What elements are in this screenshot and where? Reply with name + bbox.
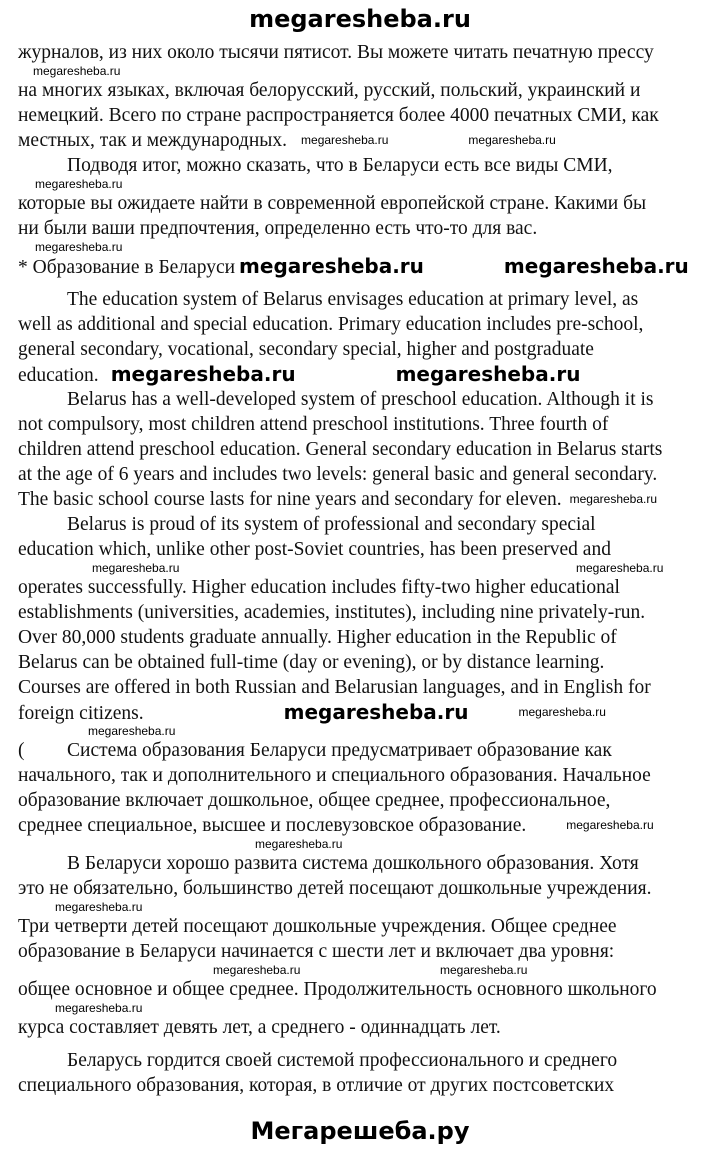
watermark: megaresheba.ru bbox=[33, 64, 121, 78]
watermark-large: megaresheba.ru bbox=[503, 254, 689, 278]
text-line bbox=[18, 738, 718, 763]
text-line bbox=[18, 625, 718, 650]
text-line-content: Система образования Беларуси предусматривает образование как bbox=[67, 740, 612, 761]
text-line-content: education which, unlike other post-Soviet countries, has been preserved and bbox=[18, 539, 611, 560]
text-line-content: ни были ваши предпочтения, определенно есть что-то для вас. bbox=[18, 218, 538, 239]
text-line bbox=[18, 575, 718, 600]
text-line-content: Over 80,000 students graduate annually. Higher education in the Republic of bbox=[18, 627, 617, 648]
watermark-row bbox=[18, 838, 718, 851]
text-line bbox=[18, 337, 718, 362]
text-line bbox=[18, 1015, 718, 1040]
text-line bbox=[18, 103, 718, 128]
text-line-content: В Беларуси хорошо развита система дошкольного образования. Хотя bbox=[67, 853, 639, 874]
text-line-content: специального образования, которая, в отличие от других постсоветских bbox=[18, 1075, 615, 1096]
text-line-content: Belarus is proud of its system of professional and secondary special bbox=[67, 514, 596, 535]
text-line-content: education. bbox=[18, 365, 99, 386]
text-line bbox=[18, 914, 718, 939]
text-line-content: образование в Беларуси начинается с шести лет и включает два уровня: bbox=[18, 941, 615, 962]
site-header: megaresheba.ru bbox=[249, 5, 471, 33]
watermark: megaresheba.ru bbox=[88, 724, 176, 738]
text-line-content: operates successfully. Higher education includes fifty-two higher educational bbox=[18, 577, 620, 598]
watermark-large: megaresheba.ru bbox=[283, 700, 469, 724]
watermark-row bbox=[18, 241, 718, 254]
text-line bbox=[18, 512, 718, 537]
text-line-content: establishments (universities, academies, institutes), including nine privately-run. bbox=[18, 602, 646, 623]
text-line-content: Belarus can be obtained full-time (day or evening), or by distance learning. bbox=[18, 652, 605, 673]
watermark-large: megaresheba.ru bbox=[395, 362, 581, 386]
text-line-content: well as additional and special education. Primary education includes pre-school, bbox=[18, 314, 644, 335]
watermark: megaresheba.ru bbox=[468, 133, 556, 147]
watermark-large: megaresheba.ru bbox=[110, 362, 296, 386]
text-line-content: общее основное и общее среднее. Продолжительность основного школьного bbox=[18, 979, 657, 1000]
text-line bbox=[18, 487, 718, 512]
text-line-content: The education system of Belarus envisages education at primary level, as bbox=[67, 289, 639, 310]
text-line bbox=[18, 851, 718, 876]
text-line bbox=[18, 312, 718, 337]
text-line bbox=[18, 813, 718, 838]
text-line bbox=[18, 78, 718, 103]
text-line bbox=[18, 876, 718, 901]
watermark-row bbox=[18, 562, 718, 575]
watermark: megaresheba.ru bbox=[55, 1001, 143, 1015]
text-line-content: начального, так и дополнительного и специального образования. Начальное bbox=[18, 765, 651, 786]
text-line bbox=[18, 362, 718, 387]
text-line bbox=[18, 788, 718, 813]
watermark: megaresheba.ru bbox=[92, 561, 180, 575]
text-line-content: которые вы ожидаете найти в современной европейской стране. Какими бы bbox=[18, 193, 647, 214]
text-line-content: Беларусь гордится своей системой профессионального и среднего bbox=[67, 1050, 618, 1071]
text-line-content: children attend preschool education. General secondary education in Belarus starts bbox=[18, 439, 663, 460]
text-line bbox=[18, 977, 718, 1002]
text-line bbox=[18, 287, 718, 312]
text-line bbox=[18, 600, 718, 625]
text-line-content: at the age of 6 years and includes two levels: general basic and general secondary. bbox=[18, 464, 658, 485]
section-heading-text: * Образование в Беларуси bbox=[18, 257, 236, 278]
watermark-large: megaresheba.ru bbox=[239, 254, 424, 278]
watermark: megaresheba.ru bbox=[35, 240, 123, 254]
text-line bbox=[18, 387, 718, 412]
text-line bbox=[18, 437, 718, 462]
watermark: megaresheba.ru bbox=[213, 963, 301, 977]
text-line-content: Courses are offered in both Russian and Belarusian languages, and in English for bbox=[18, 677, 651, 698]
watermark: megaresheba.ru bbox=[255, 837, 343, 851]
text-line-content: на многих языках, включая белорусский, русский, польский, украинский и bbox=[18, 80, 641, 101]
document-body bbox=[18, 40, 718, 1098]
watermark-row bbox=[18, 178, 718, 191]
watermark-row bbox=[18, 901, 718, 914]
watermark: megaresheba.ru bbox=[55, 900, 143, 914]
text-line bbox=[18, 1048, 718, 1073]
text-line-content: это не обязательно, большинство детей посещают дошкольные учреждения. bbox=[18, 878, 652, 899]
section-heading bbox=[18, 254, 718, 279]
watermark: megaresheba.ru bbox=[35, 177, 123, 191]
text-line bbox=[18, 700, 718, 725]
text-line-content: Belarus has a well-developed system of preschool education. Although it is bbox=[67, 389, 654, 410]
text-line-content: not compulsory, most children attend preschool institutions. Three fourth of bbox=[18, 414, 609, 435]
text-line bbox=[18, 939, 718, 964]
text-line-content: курса составляет девять лет, а среднего - одиннадцать лет. bbox=[18, 1017, 501, 1038]
watermark: megaresheba.ru bbox=[440, 963, 528, 977]
text-line-content: среднее специальное, высшее и послевузовское образование. bbox=[18, 815, 527, 836]
watermark: megaresheba.ru bbox=[576, 561, 664, 575]
text-line-content: Подводя итог, можно сказать, что в Беларуси есть все виды СМИ, bbox=[67, 155, 613, 176]
text-line-content: образование включает дошкольное, общее среднее, профессиональное, bbox=[18, 790, 611, 811]
text-line bbox=[18, 537, 718, 562]
text-line bbox=[18, 153, 718, 178]
text-line bbox=[18, 216, 718, 241]
watermark: megaresheba.ru bbox=[569, 492, 658, 506]
text-line bbox=[18, 462, 718, 487]
watermark-row bbox=[18, 964, 718, 977]
text-line bbox=[18, 675, 718, 700]
text-line bbox=[18, 650, 718, 675]
text-line-content: журналов, из них около тысячи пятисот. Вы можете читать печатную прессу bbox=[18, 42, 654, 63]
paren-marker: ( bbox=[18, 740, 25, 761]
text-line-content: foreign citizens. bbox=[18, 703, 144, 724]
text-line bbox=[18, 1073, 718, 1098]
site-footer: Мегарешеба.ру bbox=[250, 1117, 470, 1145]
watermark-row bbox=[18, 65, 718, 78]
text-line-content: немецкий. Всего по стране распространяется более 4000 печатных СМИ, как bbox=[18, 105, 659, 126]
text-line bbox=[18, 40, 718, 65]
watermark-row bbox=[18, 725, 718, 738]
text-line-content: general secondary, vocational, secondary special, higher and postgraduate bbox=[18, 339, 594, 360]
watermark: megaresheba.ru bbox=[566, 818, 654, 832]
text-line-content: местных, так и международных. bbox=[18, 130, 288, 151]
text-line bbox=[18, 191, 718, 216]
watermark-row bbox=[18, 1002, 718, 1015]
text-line bbox=[18, 763, 718, 788]
watermark: megaresheba.ru bbox=[301, 133, 389, 147]
text-line bbox=[18, 128, 718, 153]
text-line-content: Три четверти детей посещают дошкольные учреждения. Общее среднее bbox=[18, 916, 617, 937]
text-line bbox=[18, 412, 718, 437]
text-line-content: The basic school course lasts for nine years and secondary for eleven. bbox=[18, 489, 562, 510]
watermark: megaresheba.ru bbox=[518, 705, 606, 719]
